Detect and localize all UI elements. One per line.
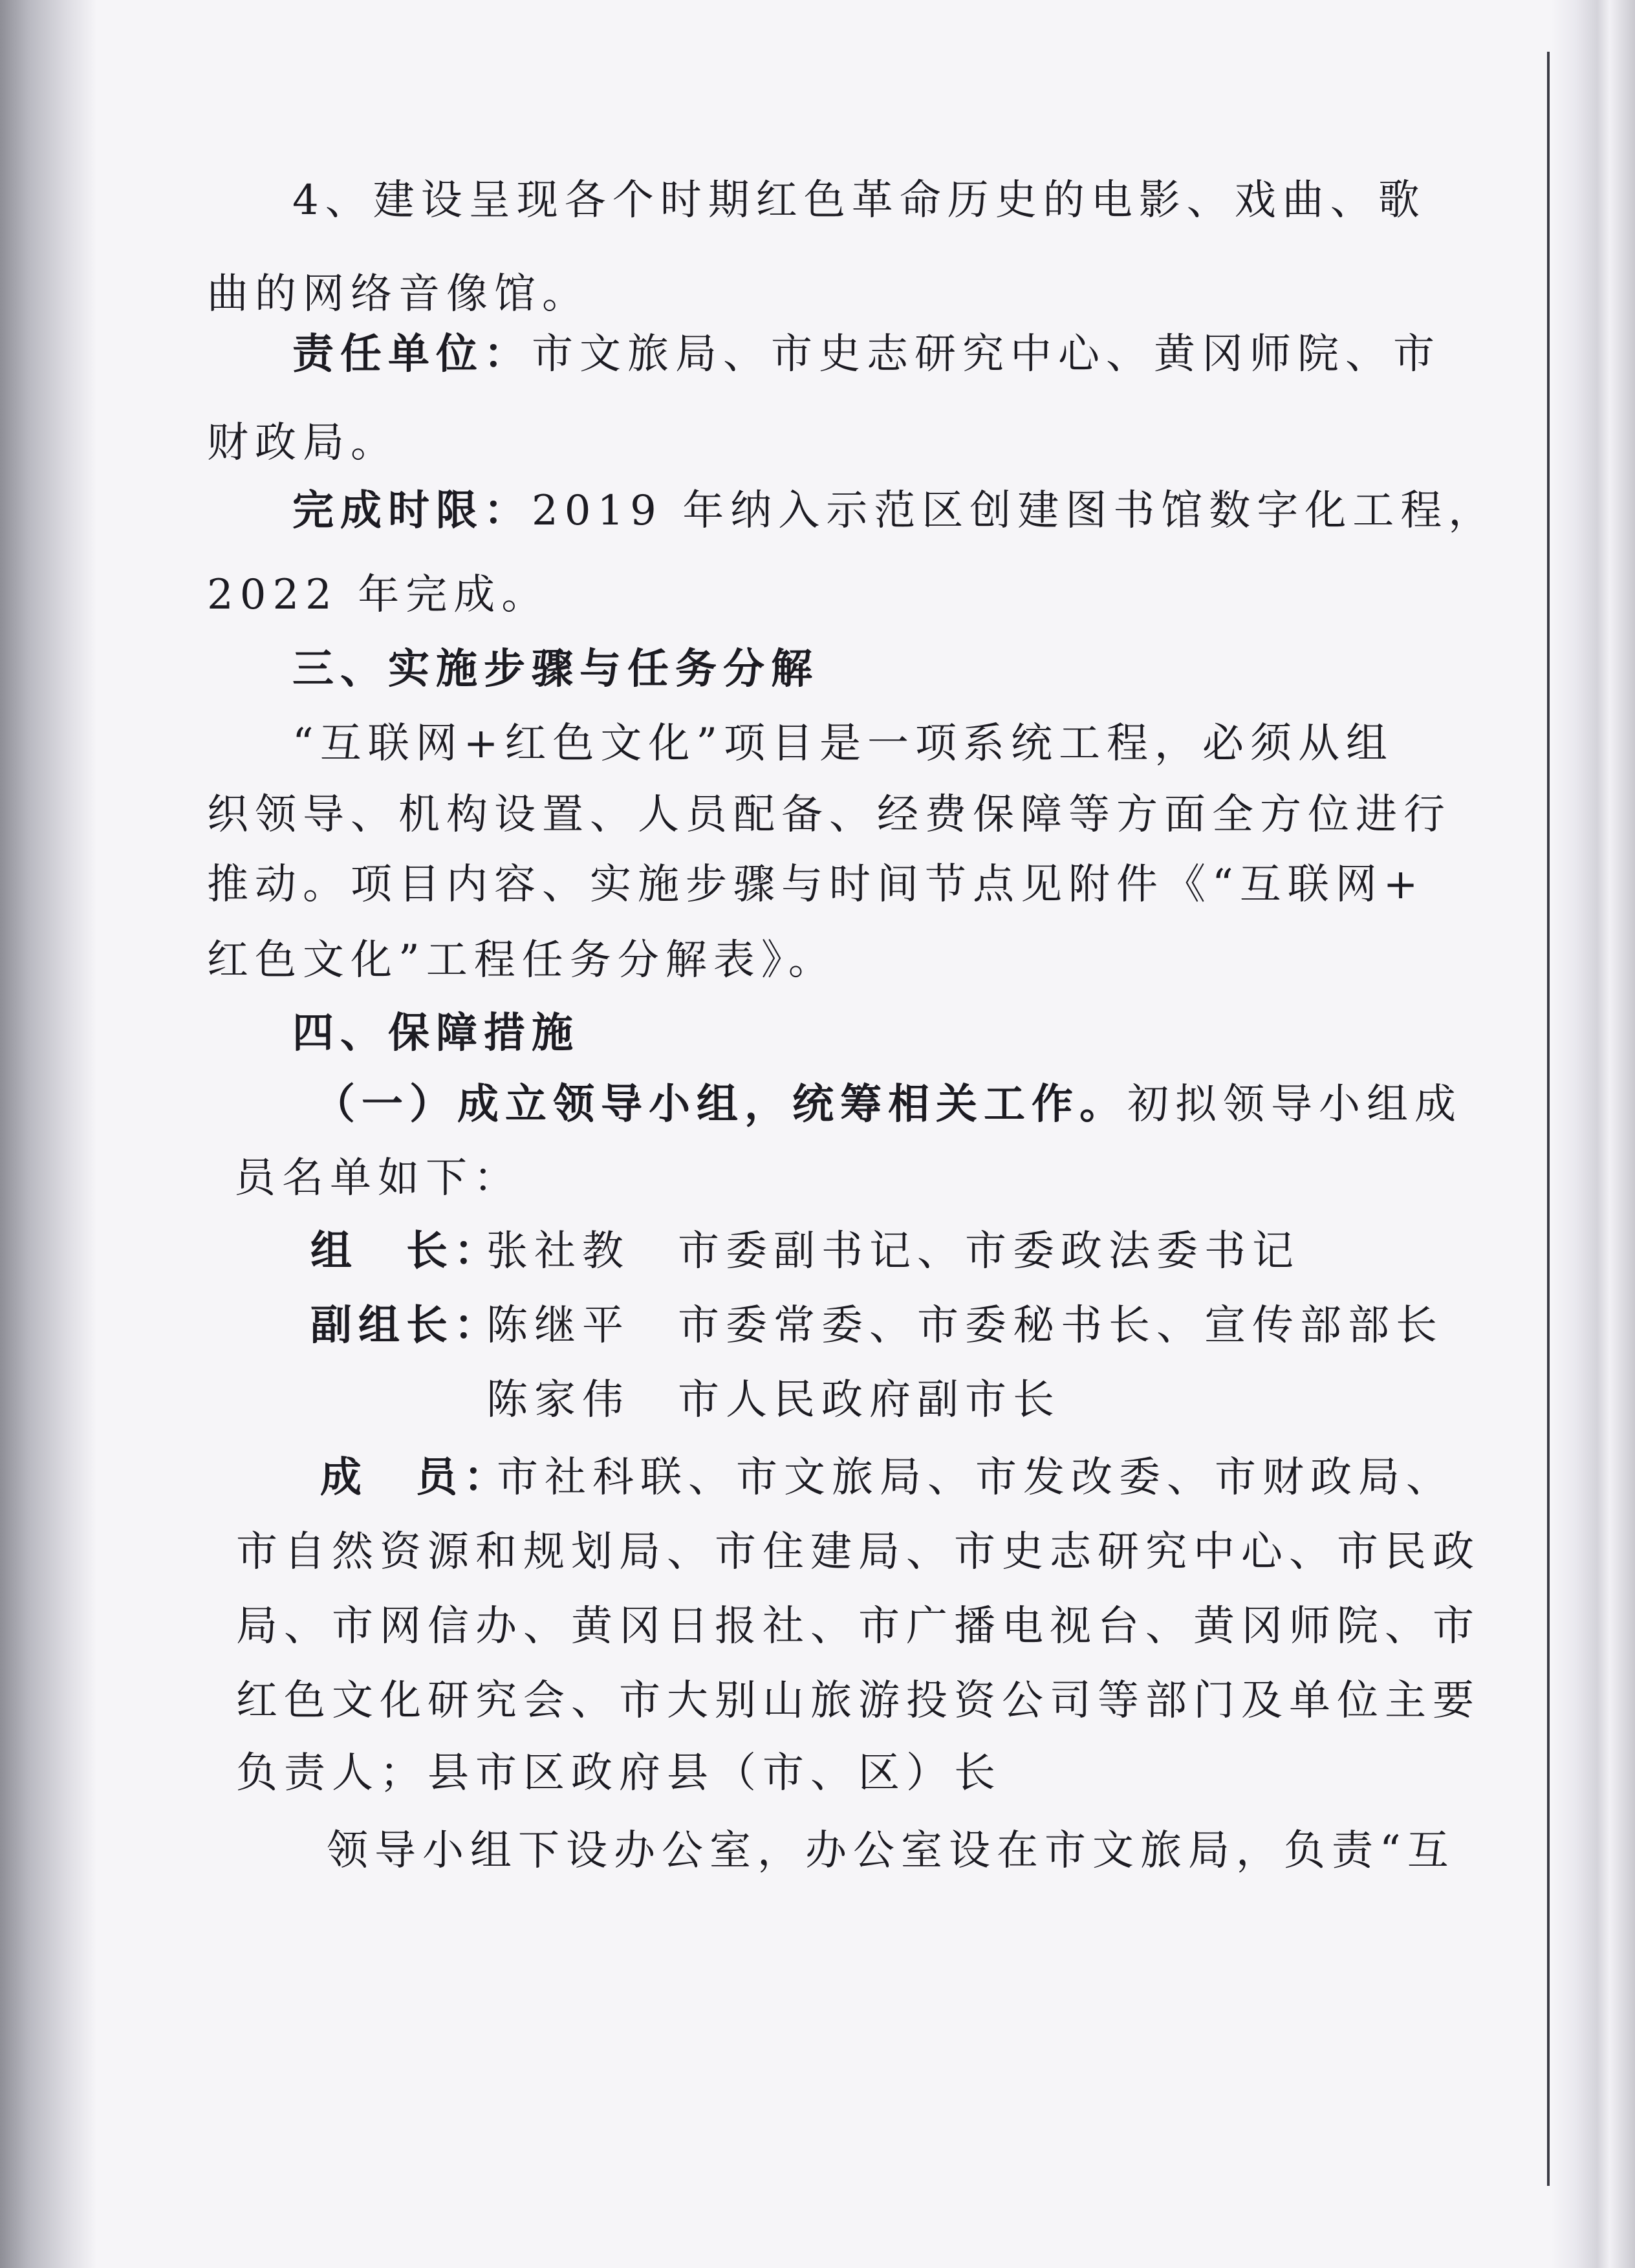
paragraph-line: 曲的网络音像馆。 xyxy=(207,270,590,318)
paragraph-line: 领导小组下设办公室，办公室设在市文旅局，负责“互 xyxy=(327,1827,1455,1875)
leader-value: 张社教 市委副书记、市委政法委书记 xyxy=(486,1227,1300,1275)
responsible-unit-value: 市文旅局、市史志研究中心、黄冈师院、市 xyxy=(532,330,1441,378)
section-heading: 三、实施步骤与任务分解 xyxy=(292,645,819,693)
paragraph-line: 4、建设呈现各个时期红色革命历史的电影、戏曲、歌 xyxy=(292,177,1426,224)
members-value: 市社科联、市文旅局、市发改委、市财政局、 xyxy=(497,1454,1454,1502)
paragraph-line: 2022 年完成。 xyxy=(207,571,550,619)
scan-binding-shadow xyxy=(0,0,97,2268)
paragraph-line: 织领导、机构设置、人员配备、经费保障等方面全方位进行 xyxy=(207,791,1451,839)
paragraph-line: 红色文化研究会、市大别山旅游投资公司等部门及单位主要 xyxy=(236,1677,1480,1725)
paragraph-line: 红色文化”工程任务分解表》。 xyxy=(207,936,836,984)
section-heading: 四、保障措施 xyxy=(292,1009,579,1057)
deadline-label: 完成时限： xyxy=(292,486,532,535)
paragraph-line: 财政局。 xyxy=(207,419,398,467)
deputy-leader-value: 陈继平 市委常委、市委秘书长、宣传部部长 xyxy=(486,1302,1444,1350)
subsection-line xyxy=(314,1079,1462,1130)
subsection-heading: （一）成立领导小组，统筹相关工作。 xyxy=(314,1080,1127,1129)
leader-label: 组 长： xyxy=(310,1227,502,1275)
subsection-text: 初拟领导小组成 xyxy=(1127,1081,1462,1129)
scan-edge-line xyxy=(1547,52,1550,2186)
paragraph-line: 市自然资源和规划局、市住建局、市史志研究中心、市民政 xyxy=(236,1528,1480,1576)
deputy-leader-value: 陈家伟 市人民政府副市长 xyxy=(486,1376,1061,1424)
responsible-unit-label: 责任单位： xyxy=(292,330,532,378)
responsible-unit-line xyxy=(292,329,1441,380)
paragraph-line: 局、市网信办、黄冈日报社、市广播电视台、黄冈师院、市 xyxy=(236,1603,1480,1650)
deadline-line xyxy=(292,485,1496,537)
deputy-leader-label: 副组长： xyxy=(310,1301,502,1350)
deadline-value: 2019 年纳入示范区创建图书馆数字化工程， xyxy=(532,487,1497,535)
paragraph-line: 推动。项目内容、实施步骤与时间节点见附件《“互联网+ xyxy=(207,861,1425,909)
paragraph-line: “互联网+红色文化”项目是一项系统工程，必须从组 xyxy=(292,720,1394,768)
document-page xyxy=(97,0,1547,2268)
scan-page-edge xyxy=(1551,0,1635,2268)
paragraph-line: 负责人；县市区政府县（市、区）长 xyxy=(236,1749,1002,1797)
members-label: 成 员： xyxy=(320,1453,512,1502)
paragraph-line: 员名单如下： xyxy=(234,1154,521,1202)
